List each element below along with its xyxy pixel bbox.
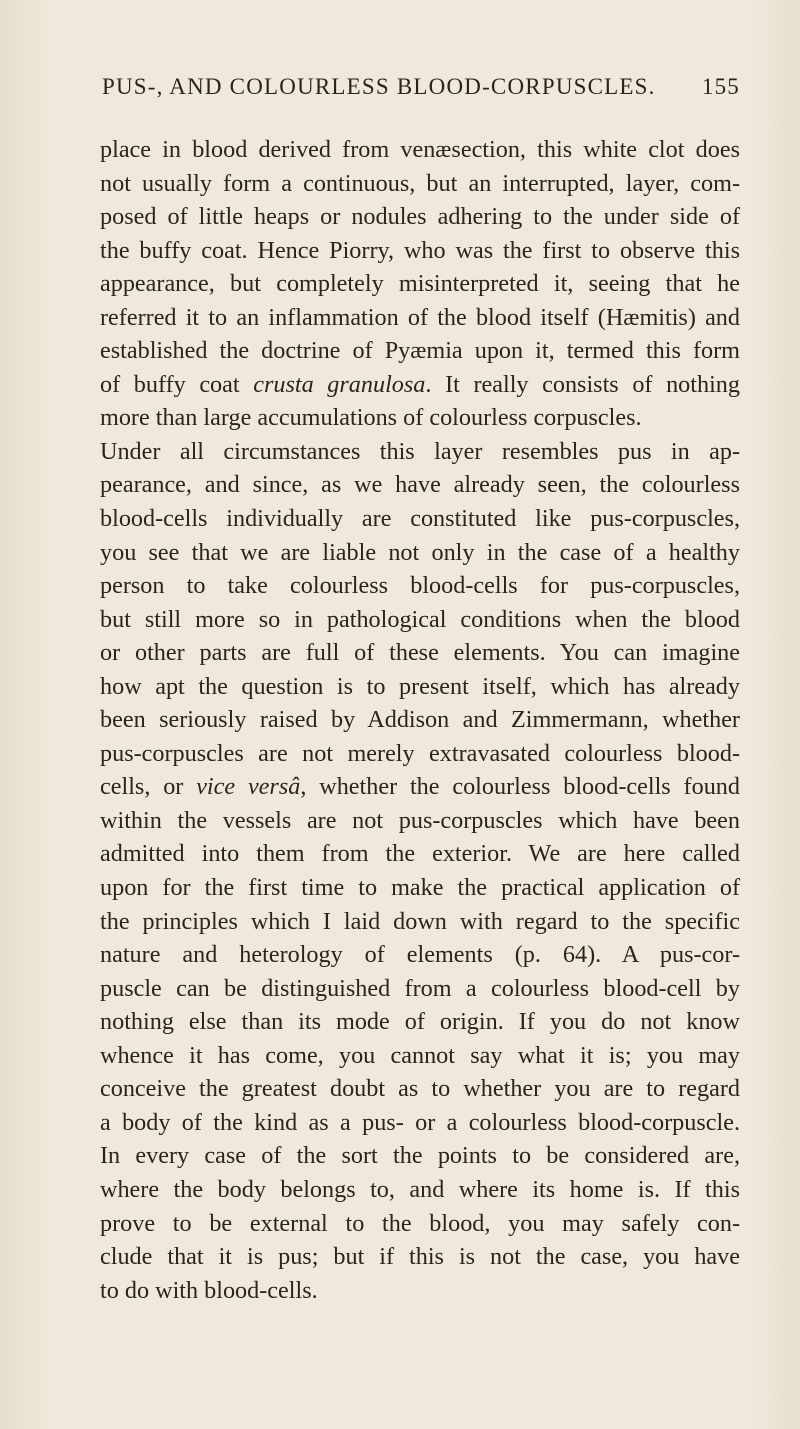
- text-line: pearance, and since, as we have already seen, the colourless: [100, 471, 740, 499]
- text-line: of buffy coat crusta granulosa. It really consists of nothing: [100, 370, 740, 398]
- text-line: not usually form a continuous, but an interrupted, layer, com-: [100, 169, 740, 197]
- italic-phrase: vice versâ: [196, 773, 301, 801]
- text-line: place in blood derived from venæsection, this white clot does: [100, 136, 740, 163]
- text-line: within the vessels are not pus-corpuscles which have been: [100, 806, 740, 834]
- text-line: appearance, but completely misinterpreted it, seeing that he: [100, 270, 740, 298]
- text-line: established the doctrine of Pyæmia upon it, termed this form: [100, 337, 740, 365]
- text-line: or other parts are full of these elements. You can imagine: [100, 639, 740, 667]
- text-line: whence it has come, you cannot say what it is; you may: [100, 1041, 740, 1069]
- text-line: been seriously raised by Addison and Zimmermann, whether: [100, 706, 740, 734]
- page-number: 155: [701, 74, 740, 99]
- text-line: person to take colourless blood-cells for pus-corpuscles,: [100, 572, 740, 600]
- text-line: nature and heterology of elements (p. 64). A pus-cor-: [100, 941, 740, 969]
- text-line: you see that we are liable not only in the case of a healthy: [100, 538, 740, 566]
- italic-phrase: crusta granulosa: [253, 370, 426, 398]
- text-line: pus-corpuscles are not merely extravasated colourless blood-: [100, 739, 740, 767]
- text-line: more than large accumulations of colourless corpuscles.: [100, 404, 642, 432]
- text-line: In every case of the sort the points to be considered are,: [100, 1142, 740, 1170]
- text-line: posed of little heaps or nodules adhering to the under side of: [100, 203, 740, 231]
- text-line: but still more so in pathological conditions when the blood: [100, 605, 740, 633]
- running-head-title: PUS-, AND COLOURLESS BLOOD-CORPUSCLES.: [102, 74, 656, 99]
- text-line: where the body belongs to, and where its home is. If this: [100, 1175, 740, 1203]
- text-line: clude that it is pus; but if this is not the case, you have: [100, 1243, 740, 1271]
- text-line: referred it to an inflammation of the blood itself (Hæmitis) and: [100, 303, 740, 331]
- text-line: the principles which I laid down with regard to the specific: [100, 907, 740, 935]
- text-line: puscle can be distinguished from a colourless blood-cell by: [100, 974, 740, 1002]
- text-line: to do with blood-cells.: [100, 1276, 318, 1304]
- text-line: upon for the first time to make the practical application of: [100, 874, 740, 902]
- text-line: cells, or vice versâ, whether the colourless blood-cells found: [100, 773, 740, 801]
- text-line: a body of the kind as a pus- or a colourless blood-corpuscle.: [100, 1108, 740, 1136]
- text-line: conceive the greatest doubt as to whether you are to regard: [100, 1075, 740, 1103]
- text-line: the buffy coat. Hence Piorry, who was the first to observe this: [100, 236, 740, 264]
- running-head: [102, 68, 740, 108]
- text-line: nothing else than its mode of origin. If you do not know: [100, 1008, 740, 1036]
- text-line: how apt the question is to present itself, which has already: [100, 672, 740, 700]
- text-line: prove to be external to the blood, you may safely con-: [100, 1209, 740, 1237]
- body-paragraph: [100, 133, 740, 1307]
- text-line: blood-cells individually are constituted like pus-corpuscles,: [100, 505, 740, 533]
- text-line: admitted into them from the exterior. We are here called: [100, 840, 740, 868]
- text-line: Under all circumstances this layer resembles pus in ap-: [100, 437, 740, 465]
